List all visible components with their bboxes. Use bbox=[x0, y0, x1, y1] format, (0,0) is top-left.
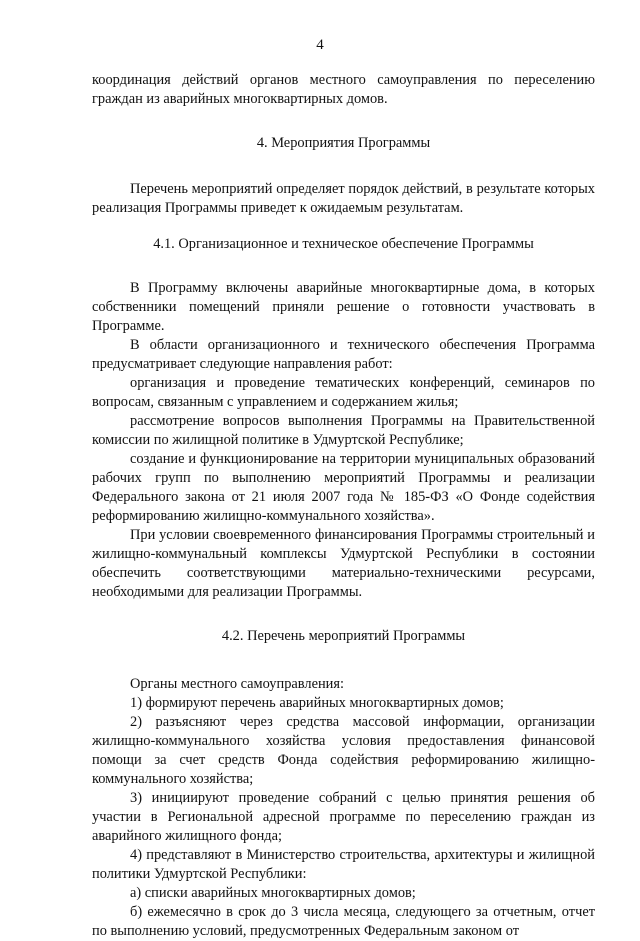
list-item-4b: б) ежемесячно в срок до 3 числа месяца, следующего за отчетным, отчет по выполнению условий, предусмотренных Федеральным законом от bbox=[92, 904, 595, 939]
paragraph-financing: При условии своевременного финансирования Программы строительный и жилищно-коммунальный комплексы Удмуртской Республики в состоянии обеспечить соответствующими материально-техническими ресурсами, необходимыми для реализации Программы. bbox=[92, 527, 595, 600]
paragraph-local-authorities: Органы местного самоуправления: bbox=[130, 676, 344, 692]
list-item-3: 3) инициируют проведение собраний с целью принятия решения об участии в Региональной адресной программе по переселению граждан из аварийного жилищного фонда; bbox=[92, 790, 595, 844]
paragraph-continuation: координация действий органов местного самоуправления по переселению граждан из аварийных многоквартирных домов. bbox=[92, 72, 595, 107]
subsection-heading-4-2: 4.2. Перечень мероприятий Программы bbox=[221, 628, 466, 644]
list-item-1: 1) формируют перечень аварийных многоквартирных домов; bbox=[130, 695, 504, 711]
section-heading-4: 4. Мероприятия Программы bbox=[256, 135, 431, 151]
list-item-commission: рассмотрение вопросов выполнения Программы на Правительственной комиссии по жилищной политике в Удмуртской Республике; bbox=[92, 413, 595, 448]
paragraph-intro: Перечень мероприятий определяет порядок действий, в результате которых реализация Программы приведет к ожидаемым результатам. bbox=[92, 181, 595, 216]
list-item-4: 4) представляют в Министерство строительства, архитектуры и жилищной политики Удмуртской Республики: bbox=[92, 847, 595, 882]
subsection-heading-4-1: 4.1. Организационное и техническое обеспечение Программы bbox=[153, 236, 534, 252]
list-item-working-groups: создание и функционирование на территории муниципальных образований рабочих групп по выполнению мероприятий Программы и реализации Федерального закона от 21 июля 2007 года № 185-ФЗ «О Фонде содействия реформированию жилищно-коммунального хозяйства». bbox=[92, 451, 595, 524]
list-item-conferences: организация и проведение тематических конференций, семинаров по вопросам, связанным с управлением и содержанием жилья; bbox=[92, 375, 595, 410]
paragraph-directions: В области организационного и технического обеспечения Программа предусматривает следующие направления работ: bbox=[92, 337, 595, 372]
paragraph-included-houses: В Программу включены аварийные многоквартирные дома, в которых собственники помещений приняли решение о готовности участвовать в Программе. bbox=[92, 280, 595, 334]
document-body bbox=[92, 71, 595, 941]
list-item-2: 2) разъясняют через средства массовой информации, организации жилищно-коммунального хозяйства условия предоставления финансовой помощи за счет средств Фонда содействия реформированию жилищно-коммунального хозяйства; bbox=[92, 714, 595, 787]
page-number: 4 bbox=[316, 37, 324, 53]
list-item-4a: а) списки аварийных многоквартирных домов; bbox=[130, 885, 416, 901]
